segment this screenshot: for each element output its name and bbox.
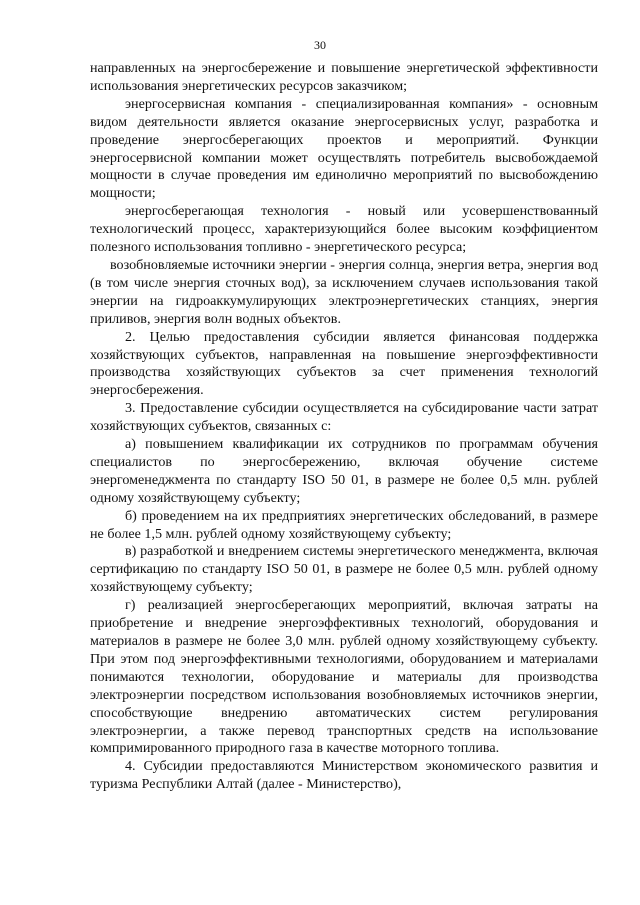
paragraph-item-3c: в) разработкой и внедрением системы энергетического менеджмента, включая сертификацию по стандарту ISO 50 01, в размере не более 0,5 млн. рублей одному хозяйствующему субъекту; (90, 543, 598, 596)
paragraph-energy-service-company: энергосервисная компания - специализированная компания» - основным видом деятельности является оказание энергосервисных услуг, разработка и проведение энергосберегающих проектов и мероприятий. Функции энергосервисной компании может осуществлять потребитель высвобождаемой мощности в случае проведения им единолично мероприятий по высвобождению мощности; (90, 95, 598, 202)
paragraph-item-3d: г) реализацией энергосберегающих мероприятий, включая затраты на приобретение и внедрение энергоэффективных технологий, оборудования и материалов в размере не более 3,0 млн. рублей одному хозяйствующему субъекту. При этом под энергоэффективными технологиями, оборудованием и материалами понимаются технологии, оборудование и материалы для производства электроэнергии посредством использования возобновляемых источников энергии, способствующие внедрению автоматических систем регулирования электроэнергии, а также перевод транспортных средств на использование компримированного природного газа в качестве моторного топлива. (90, 597, 598, 757)
paragraph-item-4: 4. Субсидии предоставляются Министерством экономического развития и туризма Республики Алтай (далее - Министерство), (90, 758, 598, 793)
document-body (90, 60, 598, 794)
paragraph-item-3: 3. Предоставление субсидии осуществляется на субсидирование части затрат хозяйствующих субъектов, связанных с: (90, 400, 598, 435)
paragraph-continuation: направленных на энергосбережение и повышение энергетической эффективности использования энергетических ресурсов заказчиком; (90, 60, 598, 94)
page-number: 30 (314, 38, 326, 52)
paragraph-energy-saving-technology: энергосберегающая технология - новый или усовершенствованный технологический процесс, характеризующийся более высоким коэффициентом полезного использования топливно - энергетического ресурса; (90, 203, 598, 256)
paragraph-item-2: 2. Целью предоставления субсидии является финансовая поддержка хозяйствующих субъектов, направленная на повышение энергоэффективности производства хозяйствующих субъектов за счет применения технологий энергосбережения. (90, 328, 598, 399)
paragraph-item-3a: а) повышением квалификации их сотрудников по программам обучения специалистов по энергосбережению, включая обучение системе энергоменеджмента по стандарту ISO 50 01, в размере не более 0,5 млн. рублей одному хозяйствующему субъекту; (90, 436, 598, 506)
paragraph-renewable-sources: возобновляемые источники энергии - энергия солнца, энергия ветра, энергия вод (в том числе энергия сточных вод), за исключением случаев использования такой энергии на гидроаккумулирующих электроэнергетических станциях, энергия приливов, энергия волн водных объектов. (90, 256, 598, 327)
paragraph-item-3b: б) проведением на их предприятиях энергетических обследований, в размере не более 1,5 млн. рублей одному хозяйствующему субъекту; (90, 507, 598, 542)
